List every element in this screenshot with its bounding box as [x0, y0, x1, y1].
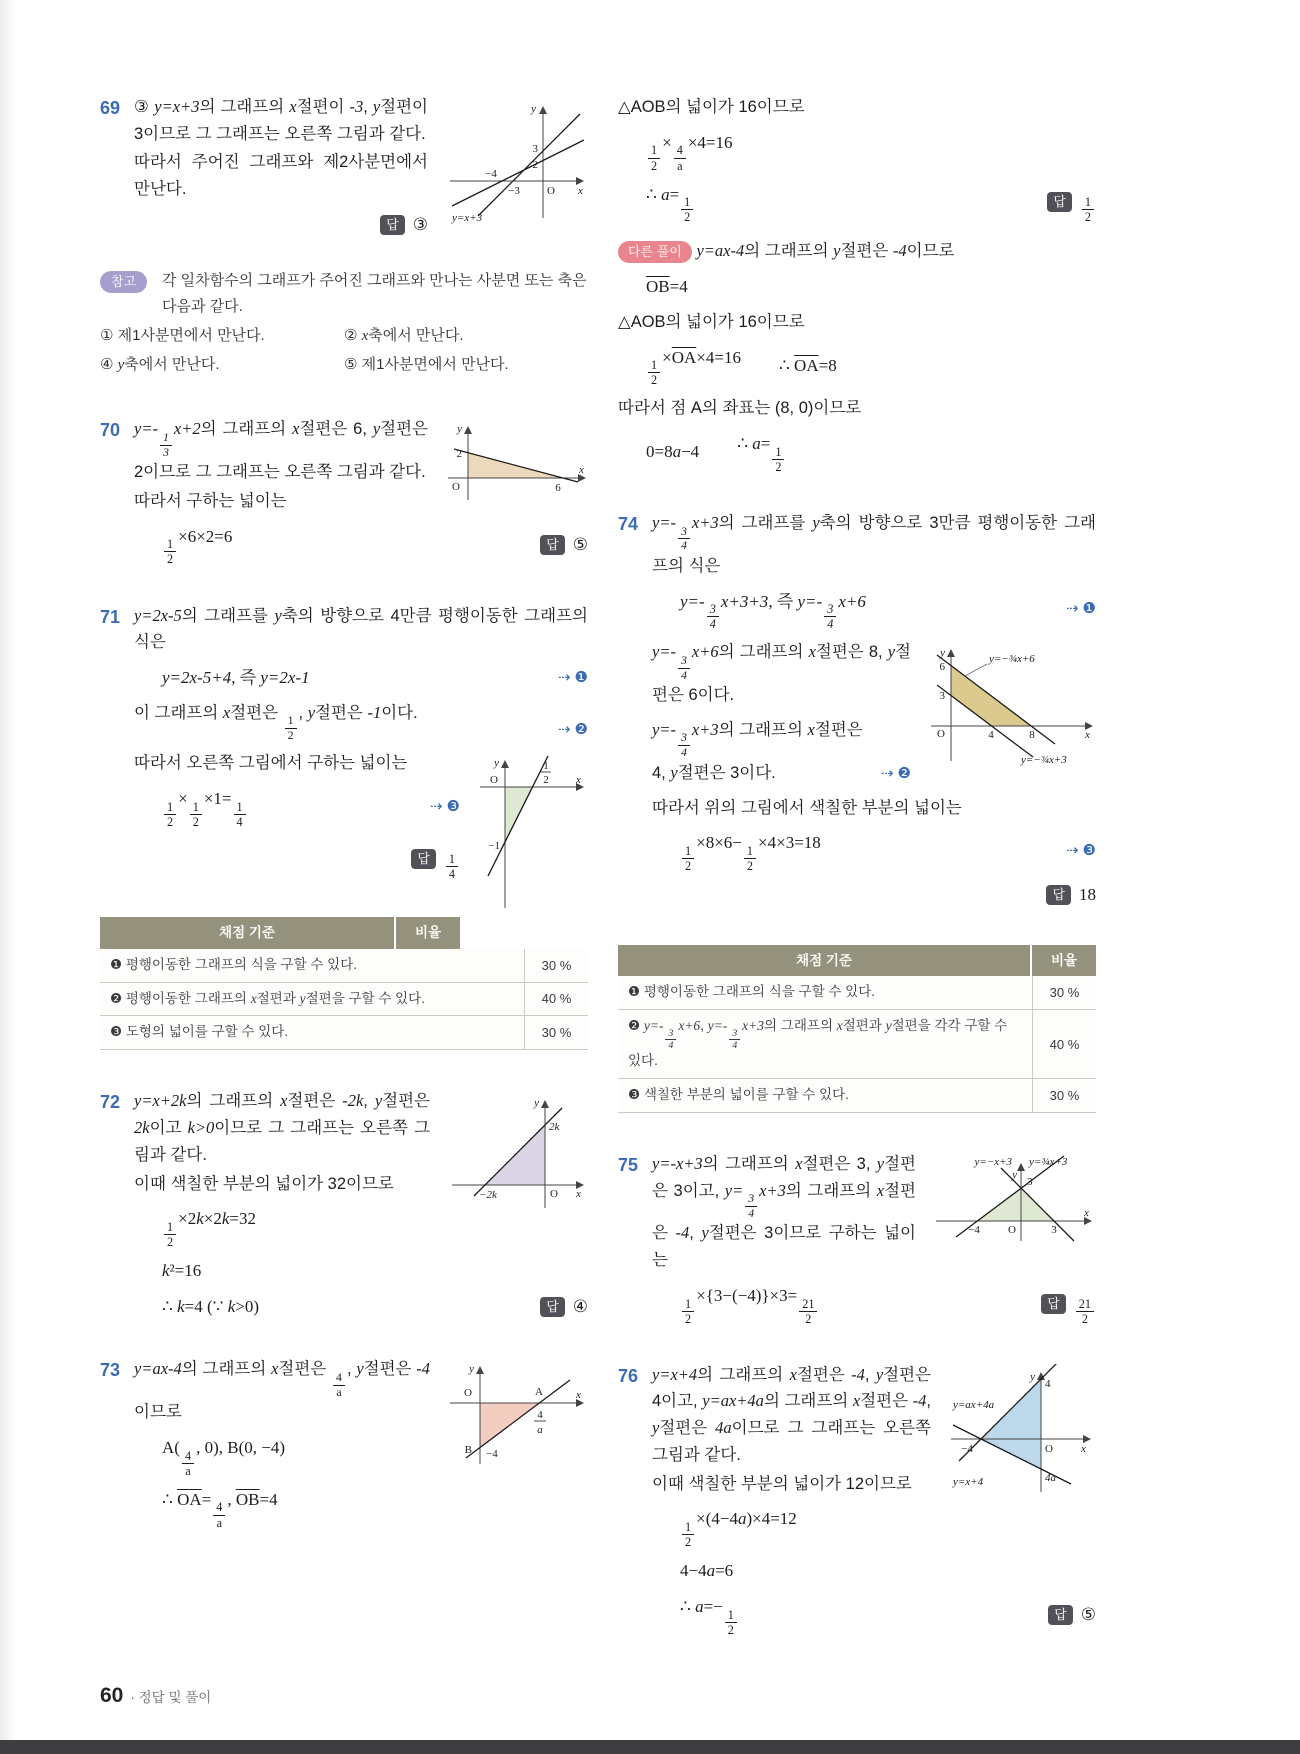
left-column [100, 92, 588, 1566]
origin-label: O [937, 728, 945, 741]
solution-text: 따라서 구하는 넓이는 [134, 491, 287, 510]
origin-label: O [452, 481, 460, 494]
equation-row [162, 1257, 588, 1285]
graph-73-figure [440, 1358, 588, 1470]
upper-line-equation-label: y=−¾x+6 [989, 653, 1035, 666]
solution-text: 따라서 오른쪽 그림에서 구하는 넓이는 [134, 754, 408, 773]
rubric-table-74 [618, 945, 1096, 1113]
note-item: ④ y축에서 만난다. [100, 355, 220, 373]
answer-value: ⑤ [572, 534, 588, 554]
note-item: ② x축에서 만난다. [344, 327, 464, 345]
equation: $\frac{1}{2}$ × $\frac{4}{a}$ ×4=16 [646, 133, 733, 152]
problem-number: 76 [618, 1365, 639, 1386]
equation: ∴ a= $\frac{1}{2}$ [646, 181, 695, 225]
equation: ∴ k=4 (∵ k>0) [162, 1296, 259, 1316]
y-intercept-6: 6 [939, 661, 945, 674]
rubric-ratio: 30 % [524, 1016, 588, 1049]
answer-badge: 답 [380, 215, 405, 235]
equation: $\frac{1}{2}$ ×8×6− $\frac{1}{2}$ ×4×3=18 [680, 829, 821, 873]
y-axis-label: y [534, 1097, 539, 1110]
rubric-criteria: ❷ y=- $\frac{3}{4}$ x+6, y=- $\frac{3}{4}$ x+3의 그래프의 x절편과 y절편을 각각 구할 수 있다. [628, 1018, 1008, 1069]
step-marker-3: ⇢ ❸ [429, 797, 460, 815]
x-intercept-minus4: −4 [968, 1223, 980, 1236]
x-intercept-minus4: −4 [961, 1442, 973, 1455]
equation-row [162, 785, 460, 829]
rubric-ratio-header: 비율 [396, 917, 460, 949]
equation-row [162, 1486, 588, 1530]
y-intercept-label: −1 [488, 840, 500, 853]
step-marker-2: ⇢ ❷ [557, 721, 588, 739]
equation-row [680, 588, 1096, 632]
label-leader-line [965, 664, 987, 676]
line2-equation-label: y=¾x+3 [1029, 1155, 1068, 1168]
y-axis-label: y [494, 757, 499, 770]
origin-label: O [1008, 1223, 1016, 1236]
x-intercept-3: 3 [1051, 1223, 1057, 1236]
answer-value: ⑤ [1080, 1605, 1096, 1625]
answer-badge: 답 [1041, 1294, 1066, 1314]
text-row [134, 700, 588, 743]
note-badge: 참고 [100, 271, 147, 293]
note-text: 각 일차함수의 그래프가 주어진 그래프와 만나는 사분면 또는 축은 다음과 같다. [162, 272, 587, 315]
right-column [618, 92, 1096, 1673]
solution-text: 이때 색칠한 부분의 넓이가 12이므로 [652, 1474, 912, 1493]
answer-badge: 답 [1046, 885, 1071, 905]
solution-text: 따라서 주어진 그래프와 제2사분면에서 만난다. [134, 153, 428, 199]
x-intercept-fraction-numerator: 1 [543, 760, 549, 773]
page-number: 60 [100, 1684, 124, 1707]
answer-badge: 답 [540, 535, 565, 555]
solution-text: y=- $\frac{3}{4}$ x+6의 그래프의 x절편은 8, y절편은 6이다. [652, 642, 911, 705]
answer-line [540, 531, 588, 559]
rubric-ratio: 30 % [1032, 976, 1096, 1009]
origin-label: O [550, 1188, 558, 1201]
solution-text: y=- $\frac{1}{3}$ x+2의 그래프의 x절편은 6, y절편은 2이므로 그 그래프는 오른쪽 그림과 같다. [134, 419, 428, 482]
graph-75 [926, 1153, 1096, 1245]
answer-value: $\frac{1}{4}$ [444, 837, 460, 881]
graph-76 [941, 1364, 1096, 1497]
step-marker-2: ⇢ ❷ [880, 765, 911, 783]
x-axis-label: x [1081, 1442, 1086, 1455]
x-axis-label: x [578, 185, 583, 197]
note-item: ⑤ 제1사분면에서 만난다. [344, 355, 509, 373]
problem-75 [618, 1151, 1096, 1326]
solution-text: 따라서 점 A의 좌표는 (8, 0)이므로 [618, 399, 862, 418]
shaded-triangle [981, 1379, 1041, 1469]
rubric-row [618, 976, 1096, 1010]
lower-line-equation-label: y=−¾x+3 [1021, 754, 1067, 767]
graph-75-figure [926, 1153, 1096, 1245]
equation: y=2x-5+4, 즉 y=2x-1 [162, 667, 310, 687]
rubric-header-row [618, 945, 1096, 977]
graph-74 [921, 641, 1096, 766]
line1-equation-label: y=−x+3 [974, 1155, 1012, 1168]
rubric-row [618, 1010, 1096, 1079]
page-footer [100, 1684, 211, 1708]
origin-label: O [1045, 1442, 1053, 1455]
solution-text: y=x+2k의 그래프의 x절편은 -2k, y절편은 2k이고 k>0이므로 그 그래프는 오른쪽 그림과 같다. [134, 1091, 431, 1164]
x-intercept-fraction-denominator: a [537, 1424, 543, 1437]
problem-number: 72 [100, 1092, 121, 1113]
x-intercept-label: 6 [555, 482, 561, 495]
step-marker-3: ⇢ ❸ [1065, 841, 1096, 859]
answer-value: $\frac{21}{2}$ [1074, 1282, 1096, 1326]
rubric-table-71 [100, 917, 588, 1051]
line2-equation-label: y=ax+4a [953, 1398, 995, 1411]
answer-value: ④ [572, 1296, 588, 1316]
graph-69 [438, 96, 588, 224]
equation: y=- $\frac{3}{4}$ x+3+3, 즉 y=- $\frac{3}{4}$ x+6 [680, 591, 866, 632]
y-axis-label: y [531, 103, 536, 115]
solution-text: y=- $\frac{3}{4}$ x+3의 그래프의 x절편은 4, y절편은 3이다. [652, 719, 863, 782]
x-axis-label: x [576, 1389, 581, 1402]
answer-line [134, 837, 460, 881]
x-intercept-minus4: −4 [485, 168, 497, 180]
equation: $\frac{1}{2}$ ×(4−4a)×4=12 [680, 1509, 797, 1528]
equation: A( $\frac{4}{a}$ , 0), B(0, −4) [162, 1437, 285, 1478]
problem-number: 70 [100, 420, 121, 441]
problem-number: 74 [618, 513, 639, 534]
graph-72 [440, 1090, 588, 1212]
x-intercept-label: −2k [479, 1189, 497, 1202]
graph-73 [440, 1358, 588, 1470]
problem-69 [100, 94, 588, 238]
y-intercept-label: 2k [549, 1121, 560, 1134]
solution-text: 따라서 위의 그림에서 색칠한 부분의 넓이는 [652, 798, 962, 817]
solution-text: △AOB의 넓이가 16이므로 [618, 312, 805, 331]
equation-row [162, 664, 588, 692]
solution-text: 이 그래프의 x절편은 $\frac{1}{2}$ , y절편은 -1이다. [134, 702, 418, 742]
problem-72 [100, 1088, 588, 1320]
graph-71-figure [470, 752, 588, 914]
x-intercept-fraction-numerator: 4 [537, 1409, 543, 1422]
problem-73 [100, 1356, 588, 1529]
y-axis-label: y [1030, 1370, 1035, 1383]
x-intercept-8: 8 [1029, 729, 1035, 742]
upper-line [937, 655, 1055, 744]
problem-74 [618, 510, 1096, 909]
equation-row [680, 1557, 1096, 1585]
equation: $\overline{OB}=4$ [646, 277, 688, 297]
equation: 4−4a=6 [680, 1561, 734, 1581]
text-row [652, 717, 911, 787]
x-axis-label: x [576, 774, 581, 787]
rubric-ratio-header: 비율 [1032, 945, 1096, 977]
note-line [100, 268, 588, 319]
solution-text: △AOB의 넓이가 16이므로 [618, 98, 805, 116]
equation-row [680, 1505, 1096, 1549]
note-item: ① 제1사분면에서 만난다. [100, 327, 265, 345]
note-items [100, 323, 588, 378]
origin-label: O [464, 1387, 472, 1400]
equation-row [680, 1593, 1096, 1637]
y-axis-label: y [940, 647, 945, 660]
equation-row [680, 1282, 1096, 1326]
problem-71 [100, 603, 588, 881]
problem-number: 69 [100, 98, 121, 118]
x-axis-label: x [1085, 729, 1090, 742]
answer-line [540, 1293, 588, 1321]
alt-solution-line [618, 238, 1096, 265]
solution-text: y=ax-4의 그래프의 x절편은 $\frac{4}{a}$ , y절편은 -4이므로 [134, 1359, 430, 1422]
problem-number: 71 [100, 606, 121, 627]
graph-71 [470, 752, 588, 914]
equation-row [680, 829, 1096, 873]
equation: ∴ $\overline{OA}=$ $\frac{4}{a}$ , $\overline{OB}=4$ [162, 1489, 278, 1530]
rubric-row [100, 949, 588, 983]
equation: $\frac{1}{2}$ ×2k×2k=32 [162, 1209, 256, 1228]
rubric-ratio: 30 % [1032, 1079, 1096, 1112]
problem-76 [618, 1362, 1096, 1637]
rubric-criteria-header: 채점 기준 [100, 917, 394, 949]
x-intercept-4: 4 [988, 729, 994, 742]
y-axis-label: y [1012, 1168, 1017, 1181]
graph-69-figure [438, 96, 588, 224]
answer-line [1041, 1282, 1096, 1326]
graph-70 [438, 418, 588, 506]
problem-70 [100, 416, 588, 566]
rubric-criteria: ❶ 평행이동한 그래프의 식을 구할 수 있다. [628, 984, 876, 1000]
answer-value: 18 [1079, 885, 1096, 905]
equation: ∴ $\overline{OA}=8$ [778, 355, 837, 375]
y-intercept-2: 2 [532, 159, 538, 171]
equation-pair [646, 344, 1096, 388]
note-block [100, 268, 588, 378]
line1-equation-label: y=x+4 [953, 1475, 984, 1488]
answer-line [1048, 1601, 1096, 1629]
problem-73-continued [618, 94, 1096, 474]
rubric-row [618, 1079, 1096, 1113]
origin-label: O [547, 185, 555, 197]
equation: ∴ a= $\frac{1}{2}$ [737, 430, 786, 474]
equation: $\frac{1}{2}$ × $\frac{1}{2}$ ×1= $\frac{1}{4}$ [162, 785, 248, 829]
point-a-label: A [535, 1386, 543, 1399]
equation-pair [646, 430, 1096, 474]
solution-text: 이때 색칠한 부분의 넓이가 32이므로 [134, 1174, 394, 1193]
x-axis-label: x [576, 1188, 581, 1201]
answer-line [1047, 181, 1096, 225]
rubric-criteria-header: 채점 기준 [618, 945, 1030, 977]
y-intercept-label: 2 [456, 448, 462, 461]
alt-solution-badge: 다른 풀이 [618, 241, 692, 263]
footer-label: · 정답 및 풀이 [130, 1690, 212, 1705]
rubric-ratio: 40 % [1032, 1010, 1096, 1078]
y-intercept-label: 3 [1027, 1175, 1033, 1188]
y-intercept-3: 3 [939, 690, 945, 703]
solution-text: y=- $\frac{3}{4}$ x+3의 그래프를 y축의 방향으로 3만큼 평행이동한 그래프의 식은 [652, 512, 1096, 575]
rubric-header-row [100, 917, 460, 949]
graph-72-figure [440, 1090, 588, 1212]
y-intercept-label: −4 [486, 1448, 498, 1461]
y-axis-label: y [457, 423, 462, 436]
rubric-criteria: ❶ 평행이동한 그래프의 식을 구할 수 있다. [110, 956, 358, 972]
y-intercept-4a: 4a [1045, 1471, 1056, 1484]
graph-76-figure [941, 1364, 1096, 1497]
equation-row [646, 273, 1096, 301]
line-y-equals-x-plus-3 [478, 114, 580, 216]
equation-row [162, 523, 588, 567]
equation: 0=8a−4 [646, 442, 700, 462]
answer-badge: 답 [540, 1297, 565, 1317]
equation: k²=16 [162, 1261, 202, 1281]
answer-value: ③ [412, 214, 428, 234]
x-axis-label: x [579, 464, 584, 477]
solution-text: y=2x-5의 그래프를 y축의 방향으로 4만큼 평행이동한 그래프의 식은 [134, 605, 588, 652]
step-marker-1: ⇢ ❶ [1065, 600, 1096, 618]
rubric-ratio: 40 % [524, 983, 588, 1016]
solution-text: y=-x+3의 그래프의 x절편은 3, y절편은 3이고, y= $\frac{3}{4}$ x+3의 그래프의 x절편은 -4, y절편은 3이므로 구하는 넓이는 [652, 1153, 916, 1270]
equation-row [646, 181, 1096, 225]
graph-74-figure [921, 641, 1096, 766]
y-intercept-3: 3 [532, 143, 538, 155]
problem-number: 75 [618, 1154, 639, 1175]
graph-caption: y=x+3 [452, 212, 483, 224]
problem-number: 73 [100, 1360, 121, 1381]
equation-row [646, 129, 1096, 173]
step-marker-1: ⇢ ❶ [557, 668, 588, 686]
equation: $\frac{1}{2}$ ×6×2=6 [162, 523, 232, 567]
equation-row [162, 1293, 588, 1321]
answer-line [134, 211, 428, 239]
rubric-row [100, 1016, 588, 1050]
equation: $\frac{1}{2}$ $\times\overline{OA}\times 4=16$ [646, 344, 741, 388]
rubric-criteria: ❸ 도형의 넓이를 구할 수 있다. [110, 1024, 289, 1040]
point-b-label: B [464, 1444, 472, 1457]
answer-value: $\frac{1}{2}$ [1080, 181, 1096, 225]
solution-text: ③ y=x+3의 그래프의 x절편이 -3, y절편이 3이므로 그 그래프는 오른쪽 그림과 같다. [134, 97, 428, 143]
y-axis-label: y [469, 1363, 474, 1376]
equation: $\frac{1}{2}$ ×{3−(−4)}×3= $\frac{21}{2}$ [680, 1282, 819, 1326]
solution-text: y=x+4의 그래프의 x절편은 -4, y절편은 4이고, y=ax+4a의 그래프의 x절편은 -4, y절편은 4a이므로 그 그래프는 오른쪽 그림과 같다. [652, 1364, 931, 1464]
answer-line [652, 881, 1096, 909]
rubric-row [100, 983, 588, 1017]
solution-text: y=ax-4의 그래프의 y절편은 -4이므로 [696, 241, 955, 261]
rubric-criteria: ❷ 평행이동한 그래프의 x절편과 y절편을 구할 수 있다. [110, 990, 425, 1006]
rubric-criteria: ❸ 색칠한 부분의 넓이를 구할 수 있다. [628, 1086, 849, 1102]
origin-label: O [490, 774, 498, 787]
rubric-ratio: 30 % [524, 949, 588, 982]
answer-badge: 답 [1047, 192, 1072, 212]
x-axis-label: x [1084, 1206, 1089, 1219]
scan-edge-strip [0, 1740, 1300, 1754]
y-intercept-4: 4 [1045, 1377, 1051, 1390]
answer-badge: 답 [1048, 1605, 1073, 1625]
equation: ∴ a=− $\frac{1}{2}$ [680, 1593, 739, 1637]
answer-badge: 답 [411, 849, 436, 869]
x-intercept-fraction-denominator: 2 [543, 774, 549, 787]
graph-70-figure [438, 418, 588, 506]
x-intercept-minus3: −3 [508, 185, 520, 197]
